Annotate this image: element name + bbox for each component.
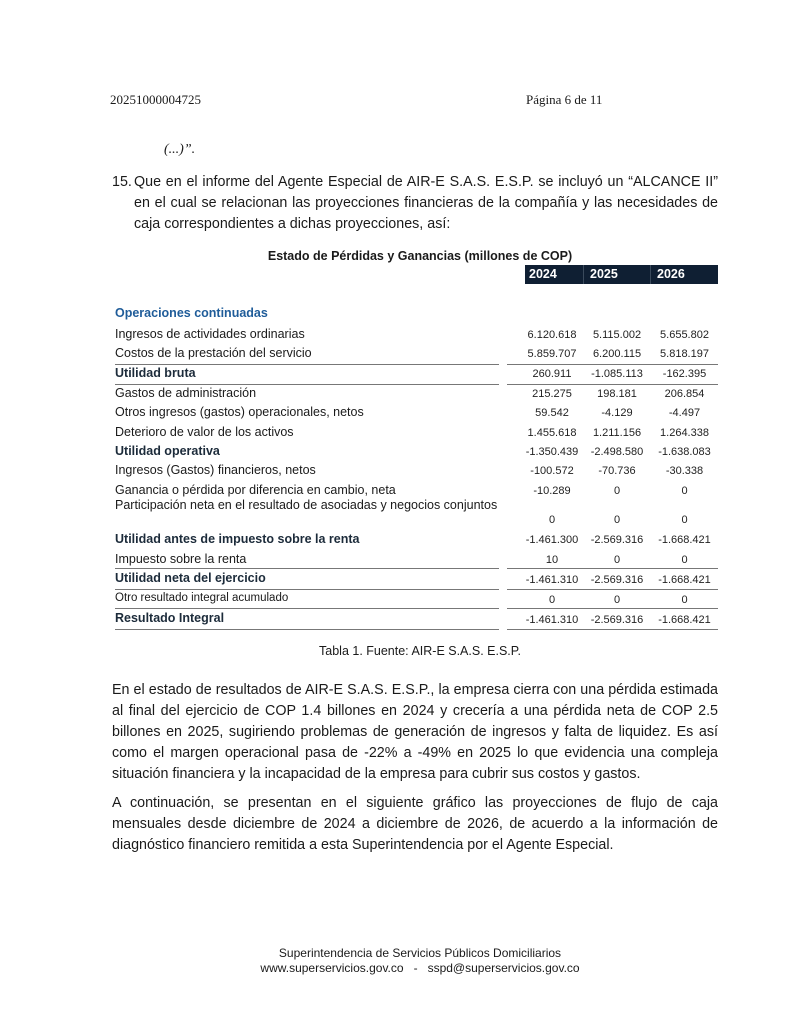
value-2026: -4.497 [668,407,701,419]
value-2026: -1.638.083 [658,446,711,458]
value-2025: -1.085.113 [591,368,643,380]
row-divider [507,629,718,630]
value-2024: -1.461.310 [525,574,579,586]
footer-contact: www.superservicios.gov.co - sspd@superservicios.gov.co [260,961,580,975]
value-2026: 5.818.197 [660,348,709,360]
section-heading: Operaciones continuadas [115,306,268,320]
row-label: Impuesto sobre la renta [115,552,247,566]
row-label: Deterioro de valor de los activos [115,425,294,439]
row-label: Participación neta en el resultado de asociadas y negocios conjuntos [115,498,498,512]
intro-chart-paragraph: A continuación, se presentan en el siguiente gráfico las proyecciones de flujo de caja mensuales desde diciembre de 2024 a diciembre de 2026, de acuerdo a la información de diagnóstico financiero remitida a esta Superintendencia por el Agente Especial. [112,795,718,853]
item-text: Que en el informe del Agente Especial de AIR-E S.A.S. E.S.P. se incluyó un “ALCANCE II” en el cual se relacionan las proyecciones financieras de la compañía y las necesidades de caja correspondientes a dichas proyecciones, así: [134,174,718,232]
value-2025: -2.498.580 [590,446,644,458]
value-2024: 59.542 [535,407,569,419]
value-2024: 10 [545,554,559,566]
analysis-paragraph: En el estado de resultados de AIR-E S.A.S. E.S.P., la empresa cierra con una pérdida estimada al final del ejercicio de COP 1.4 billones en 2024 y crecería a una pérdida neta de COP 2.5 billones en 2025, sugiriendo problemas de generación de ingresos y falta de liquidez. Es así como el margen operacional pasa de -22% a -49% en 2025 lo que evidencia una compleja situación financiera y la incapacidad de la empresa para cubrir sus costos y gastos. [112,682,718,782]
value-2024: 5.859.707 [527,348,577,360]
value-2026: -162.395 [662,368,707,380]
row-divider [115,384,499,385]
value-2026: -30.338 [665,465,704,477]
row-divider [115,589,499,590]
value-2025: 0 [613,594,621,606]
year-column-header: 2025 [584,265,651,284]
value-2024: -1.461.300 [525,534,579,546]
value-2026: 0 [681,485,688,497]
row-label: Costos de la prestación del servicio [115,346,312,360]
value-2025: 0 [613,485,621,497]
footer-organization: Superintendencia de Servicios Públicos Domiciliarios [278,946,562,960]
row-divider [115,608,499,609]
row-label: Gastos de administración [115,386,257,400]
row-label: Ganancia o pérdida por diferencia en cambio, neta [115,483,396,497]
value-2026: -1.668.421 [658,614,711,626]
value-2025: 1.211.156 [592,427,642,439]
value-2024: 260.911 [532,368,572,380]
item-number: 15. [112,174,132,190]
page-number: Página 6 de 11 [526,92,603,107]
value-2024: -1.350.439 [525,446,579,458]
value-2025: -2.569.316 [590,614,644,626]
value-2026: 0 [681,554,688,566]
numbered-item-15 [112,172,718,235]
value-2024: 1.455.618 [527,427,577,439]
row-label: Utilidad operativa [115,444,220,458]
value-2024: -100.572 [530,465,574,477]
value-2025: -70.736 [598,465,636,477]
row-label: Utilidad bruta [115,366,196,380]
value-2025: 6.200.115 [592,348,642,360]
row-divider [115,568,499,569]
value-2025: -4.129 [601,407,633,419]
value-2025: -2.569.316 [590,574,644,586]
year-column-header: 2026 [657,267,685,281]
year-header-row [525,265,718,284]
row-divider [507,384,718,385]
row-label: Utilidad antes de impuesto sobre la renta [115,532,360,546]
value-2026: -1.668.421 [658,534,711,546]
value-2025: 5.115.002 [592,329,642,341]
value-2024: -1.461.310 [525,614,579,626]
value-2025: 0 [613,514,621,526]
row-divider [115,629,499,630]
document-id: 20251000004725 [110,92,201,107]
row-divider [115,364,499,365]
value-2026: 5.655.802 [660,329,709,341]
table-caption: Tabla 1. Fuente: AIR-E S.A.S. E.S.P. [319,644,521,658]
row-label: Utilidad neta del ejercicio [115,571,266,585]
value-2026: 0 [681,514,688,526]
value-2026: 1.264.338 [660,427,709,439]
value-2024: 0 [548,514,556,526]
value-2024: 215.275 [532,388,572,400]
table-title: Estado de Pérdidas y Ganancias (millones de COP) [267,249,573,263]
page-footer [110,946,730,976]
row-label: Ingresos de actividades ordinarias [115,327,305,341]
row-label: Otros ingresos (gastos) operacionales, netos [115,405,364,419]
year-column-header: 2024 [525,265,584,284]
value-2024: -10.289 [533,485,571,497]
value-2024: 6.120.618 [527,329,577,341]
value-2026: 0 [681,594,688,606]
row-divider [507,568,718,569]
value-2026: -1.668.421 [658,574,711,586]
row-divider [507,589,718,590]
quote-ending: (...)”. [164,142,196,157]
value-2025: 198.181 [597,388,637,400]
row-label: Ingresos (Gastos) financieros, netos [115,463,316,477]
row-divider [507,364,718,365]
value-2026: 206.854 [664,388,705,400]
value-2024: 0 [548,594,556,606]
value-2025: -2.569.316 [590,534,644,546]
row-label: Resultado Integral [115,611,225,625]
value-2025: 0 [613,554,621,566]
row-label: Otro resultado integral acumulado [115,592,289,604]
row-divider [507,608,718,609]
